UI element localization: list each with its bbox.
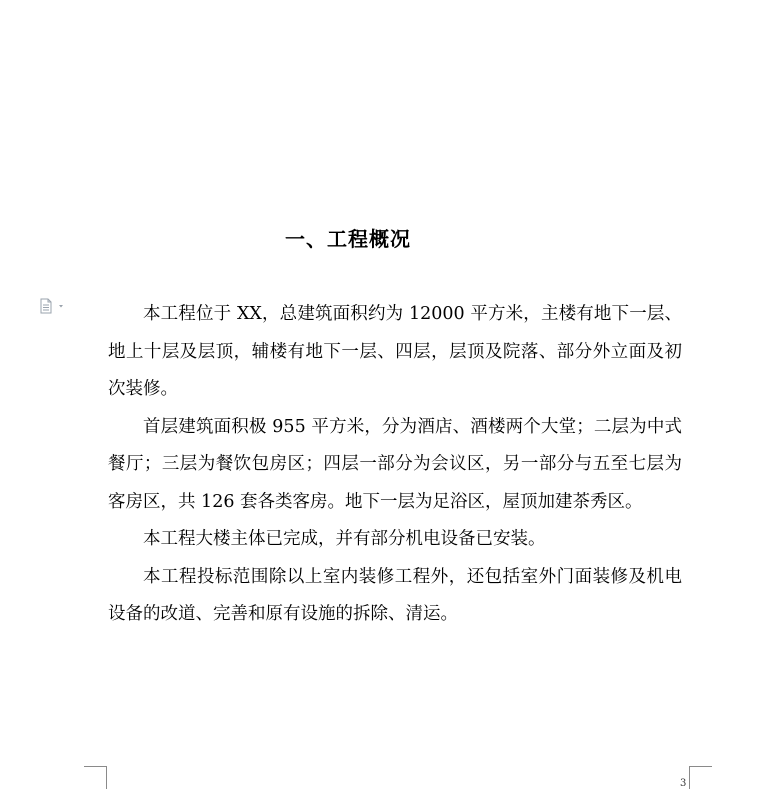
section-heading: 一、工程概况 (285, 227, 411, 251)
chevron-down-icon (59, 305, 63, 308)
paragraph: 本工程位于 XX，总建筑面积约为 12000 平方米，主楼有地下一层、地上十层及层顶，辅楼有地下一层、四层，层顶及院落、部分外立面及初次装修。 (108, 304, 682, 399)
paragraph: 首层建筑面积极 955 平方米，分为酒店、酒楼两个大堂；二层为中式餐厅；三层为餐饮包房区；四层一部分为会议区，另一部分与五至七层为客房区，共 126 套各类客房。地下一层为足浴区，屋顶加建茶秀区。 (108, 416, 682, 512)
body-text (108, 296, 682, 634)
paragraph: 本工程大楼主体已完成，并有部分机电设备已安装。 (143, 529, 546, 549)
page-number: 3 (680, 778, 687, 789)
paragraph-menu-button[interactable] (39, 298, 67, 314)
document-icon (39, 298, 67, 314)
crop-mark-left (84, 766, 107, 789)
paragraph: 本工程投标范围除以上室内装修工程外，还包括室外门面装修及机电设备的改道、完善和原有设施的拆除、清运。 (108, 566, 682, 624)
crop-mark-right (689, 766, 712, 789)
